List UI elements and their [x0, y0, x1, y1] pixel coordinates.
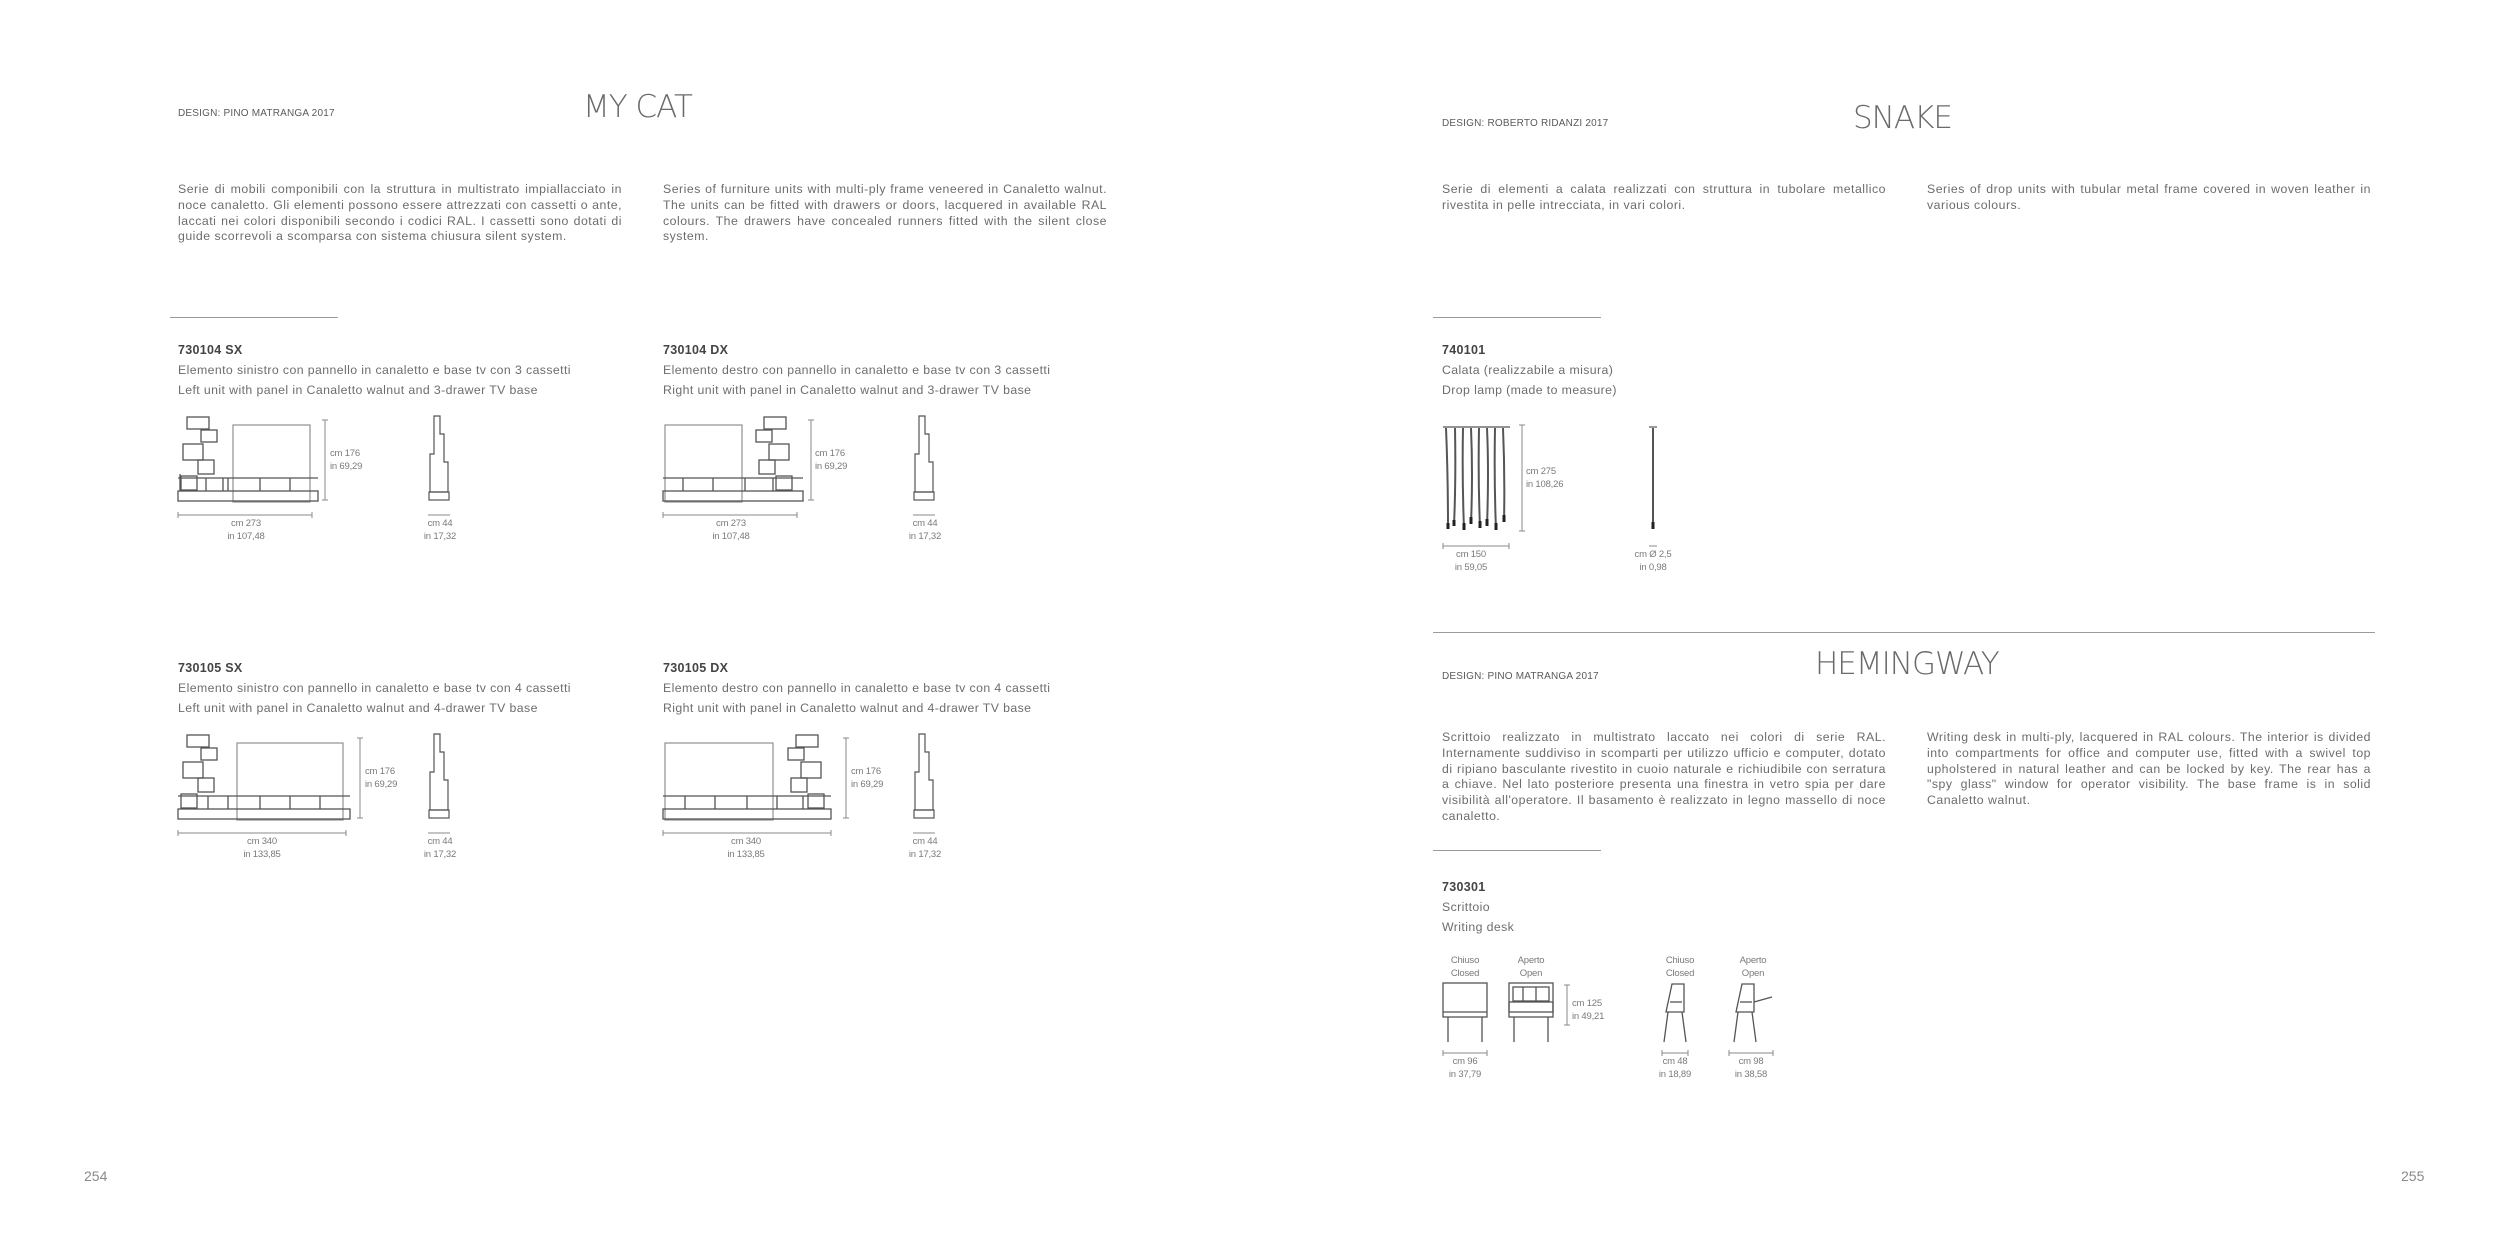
drop-lamp-front-drawing	[1442, 425, 1512, 535]
height-dimension-line	[320, 420, 330, 500]
section-divider	[1433, 632, 2375, 633]
snake-divider	[1433, 317, 1601, 318]
product-730104-dx	[663, 343, 1050, 400]
product-desc-it: Elemento sinistro con pannello in canaletto e base tv con 3 cassetti	[178, 363, 571, 377]
open-label-side: Aperto Open	[1739, 955, 1767, 979]
product-730301	[1442, 880, 1514, 937]
height-dimension-line	[355, 738, 365, 818]
unit-side-drawing	[428, 414, 452, 504]
drop-lamp-side-drawing	[1648, 425, 1658, 535]
desk-side-open-drawing	[1732, 982, 1776, 1044]
height-dimension: cm 176 in 69,29	[851, 766, 884, 790]
mycat-designer: DESIGN: PINO MATRANGA 2017	[178, 108, 335, 119]
product-730105-sx	[178, 661, 571, 718]
hemingway-intro-it: Scrittoio realizzato in multistrato laccato nei colori di serie RAL. Internamente suddiviso in scomparti per utilizzo ufficio e computer, dotato di ripiano basculante rivestito in cuoio naturale e richiudibile con serratura a chiave. Nel lato posteriore presenta una finestra in vetro spia per dare visibilità all'operatore. Il basamento è realizzato in legno massello di noce canaletto.	[1442, 730, 1886, 823]
width-dimension: cm 340 in 133,85	[243, 836, 281, 860]
depth-dimension: cm 44 in 17,32	[423, 518, 457, 542]
width-dimension: cm 340 in 133,85	[727, 836, 765, 860]
product-desc-en: Right unit with panel in Canaletto walnut and 4-drawer TV base	[663, 700, 1032, 715]
product-desc-en: Right unit with panel in Canaletto walnut and 3-drawer TV base	[663, 382, 1032, 397]
page-number-left: 254	[84, 1168, 108, 1184]
desk-front-closed-drawing	[1442, 982, 1490, 1044]
height-dimension: cm 176 in 69,29	[815, 448, 848, 472]
product-code: 740101	[1442, 343, 1486, 357]
product-desc-it: Elemento destro con pannello in canaletto e base tv con 3 cassetti	[663, 363, 1051, 377]
open-label-front: Aperto Open	[1517, 955, 1545, 979]
product-desc-it: Elemento sinistro con pannello in canaletto e base tv con 4 cassetti	[178, 681, 571, 695]
mycat-intro-en: Series of furniture units with multi-ply frame veneered in Canaletto walnut. The units can be fitted with drawers or doors, lacquered in available RAL colours. The drawers have concealed runners fitted with the silent close system.	[663, 182, 1107, 244]
product-code: 730105 DX	[663, 661, 729, 675]
width-dimension: cm 273 in 107,48	[227, 518, 265, 542]
hemingway-title: HEMINGWAY	[1815, 646, 1999, 682]
product-desc-en: Writing desk	[1442, 919, 1515, 934]
mycat-title: MY CAT	[583, 89, 692, 125]
depth-closed-dimension: cm 48 in 18,89	[1658, 1056, 1692, 1080]
height-dimension: cm 176 in 69,29	[365, 766, 398, 790]
desk-side-closed-drawing	[1662, 982, 1698, 1044]
snake-title: SNAKE	[1853, 100, 1952, 136]
snake-intro-it: Serie di elementi a calata realizzati con struttura in tubolare metallico rivestita in pelle intrecciata, in vari colori.	[1442, 182, 1886, 212]
snake-designer: DESIGN: ROBERTO RIDANZI 2017	[1442, 118, 1609, 129]
desk-front-open-drawing	[1508, 982, 1558, 1044]
product-desc-it: Scrittoio	[1442, 900, 1491, 914]
height-dimension: cm 176 in 69,29	[330, 448, 363, 472]
unit-sx-4drawer-front-drawing	[178, 732, 353, 822]
depth-dimension: cm 44 in 17,32	[423, 836, 457, 860]
depth-dimension: cm 44 in 17,32	[908, 518, 942, 542]
unit-side-drawing	[913, 732, 937, 822]
width-dimension: cm 96 in 37,79	[1448, 1056, 1482, 1080]
product-code: 730301	[1442, 880, 1486, 894]
depth-dimension: cm 44 in 17,32	[908, 836, 942, 860]
product-730104-sx	[178, 343, 571, 400]
unit-dx-3drawer-front-drawing	[663, 414, 803, 504]
height-dimension-line	[1562, 985, 1572, 1025]
product-code: 730105 SX	[178, 661, 243, 675]
mycat-divider	[170, 317, 338, 318]
product-desc-it: Calata (realizzabile a misura)	[1442, 363, 1614, 377]
hemingway-designer: DESIGN: PINO MATRANGA 2017	[1442, 671, 1599, 682]
hemingway-intro-en: Writing desk in multi-ply, lacquered in RAL colours. The interior is divided into compartments for office and computer use, fitted with a swivel top upholstered in natural leather and can be locked by key. The rear has a "spy glass" window for operator visibility. The base frame is in solid Canaletto walnut.	[1927, 730, 2371, 808]
product-desc-en: Left unit with panel in Canaletto walnut and 4-drawer TV base	[178, 700, 538, 715]
width-dimension: cm 150 in 59,05	[1454, 549, 1488, 573]
product-740101	[1442, 343, 1617, 400]
diameter-dimension: cm Ø 2,5 in 0,98	[1634, 549, 1672, 573]
product-desc-en: Drop lamp (made to measure)	[1442, 382, 1617, 397]
product-code: 730104 DX	[663, 343, 729, 357]
closed-label-front: Chiuso Closed	[1450, 955, 1480, 979]
page-number-right: 255	[2401, 1168, 2425, 1184]
width-dimension: cm 273 in 107,48	[712, 518, 750, 542]
mycat-intro-it: Serie di mobili componibili con la struttura in multistrato impiallacciato in noce canaletto. Gli elementi possono essere attrezzati con cassetti o ante, laccati nei colori disponibili secondo i codici RAL. I cassetti sono dotati di guide scorrevoli a scomparsa con sistema chiusura silent system.	[178, 182, 622, 244]
snake-intro-en: Series of drop units with tubular metal frame covered in woven leather in various colours.	[1927, 182, 2371, 212]
product-code: 730104 SX	[178, 343, 243, 357]
product-desc-it: Elemento destro con pannello in canaletto e base tv con 4 cassetti	[663, 681, 1051, 695]
hemingway-divider	[1433, 850, 1601, 851]
unit-dx-4drawer-front-drawing	[663, 732, 838, 822]
closed-label-side: Chiuso Closed	[1665, 955, 1695, 979]
product-730105-dx	[663, 661, 1050, 718]
height-dimension: cm 275 in 108,26	[1526, 466, 1564, 490]
height-dimension-line	[841, 738, 851, 818]
unit-side-drawing	[428, 732, 452, 822]
height-dimension: cm 125 in 49,21	[1572, 998, 1605, 1022]
depth-open-dimension: cm 98 in 38,58	[1734, 1056, 1768, 1080]
product-desc-en: Left unit with panel in Canaletto walnut and 3-drawer TV base	[178, 382, 538, 397]
unit-side-drawing	[913, 414, 937, 504]
